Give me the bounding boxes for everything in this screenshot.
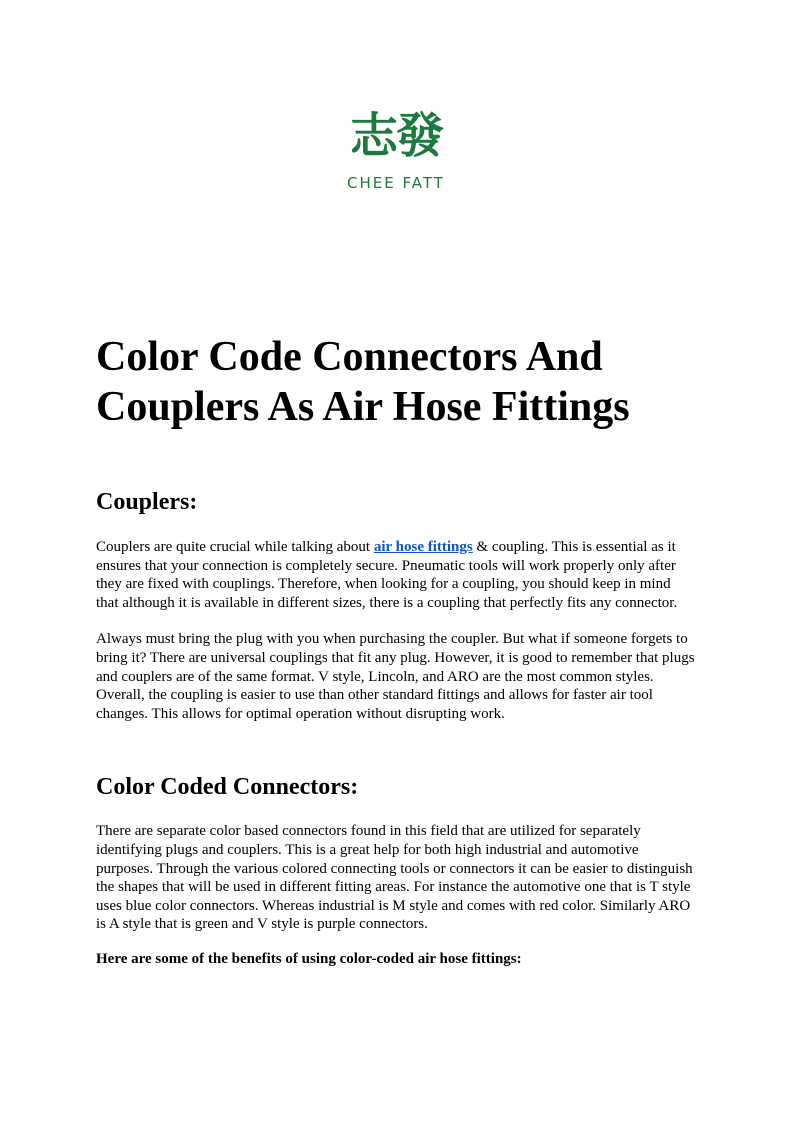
article-title: Color Code Connectors And Couplers As Air Hose Fittings: [96, 334, 630, 430]
couplers-paragraph-1: [96, 538, 696, 612]
couplers-paragraph-2: Always must bring the plug with you when purchasing the coupler. But what if someone forgets to bring it? There are universal couplings that fit any plug. However, it is good to remember that plugs and couplers are of the same format. V style, Lincoln, and ARO are the most common styles. Overall, the coupling is easier to use than other standard fittings and allows for faster air tool changes. This allows for optimal operation without disrupting work.: [96, 631, 695, 722]
article-body: [96, 332, 696, 969]
connectors-paragraph-1: There are separate color based connectors found in this field that are utilized for separately identifying plugs and couplers. This is a great help for both high industrial and automotive purposes. Through the various colored connecting tools or connectors it can be easier to distinguish the shapes that will be used in different fitting areas. For instance the automotive one that is T style uses blue color connectors. Whereas industrial is M style and comes with red color. Similarly ARO is A style that is green and V style is purple connectors.: [96, 823, 693, 933]
logo-mark: 志發: [349, 108, 442, 164]
couplers-p1-text-before: Couplers are quite crucial while talking about: [96, 539, 374, 555]
company-logo: [331, 104, 461, 192]
air-hose-fittings-link[interactable]: air hose fittings: [373, 539, 473, 555]
benefits-intro: Here are some of the benefits of using color-coded air hose fittings:: [96, 950, 522, 967]
couplers-p1-text-after: & coupling. This is essential as it ensures that your connection is completely secure. Pneumatic tools will work properly only after they are fixed with couplings. Therefore, when looking for a coupling, you should keep in mind that although it is available in different sizes, there is a coupling that perfectly fits any connector.: [96, 539, 678, 611]
logo-company-name: CHEE FATT: [347, 174, 445, 192]
section-heading-color-coded-connectors: Color Coded Connectors:: [96, 774, 359, 801]
section-heading-couplers: Couplers:: [96, 489, 198, 515]
